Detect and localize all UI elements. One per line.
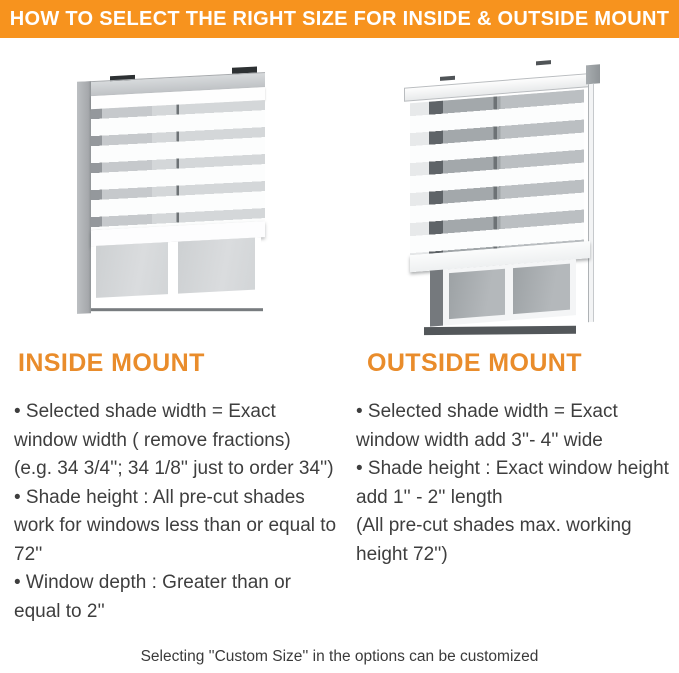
outside-mount-instructions <box>356 398 678 569</box>
glass-pane <box>96 242 168 298</box>
instruction-line: 72'' <box>14 543 43 565</box>
instruction-line: window width add 3''- 4'' wide <box>356 429 603 451</box>
shade-end-cap <box>586 64 600 84</box>
instruction-line: work for windows less than or equal to <box>14 515 337 536</box>
inside-mount-instructions <box>14 398 354 626</box>
outside-mount-title: OUTSIDE MOUNT <box>367 349 582 377</box>
instruction-line: • Window depth : Greater than or <box>14 572 292 593</box>
window-sill <box>91 306 263 311</box>
shade-fabric-stripes <box>91 100 265 230</box>
instruction-line: • Selected shade width = Exact <box>356 401 618 422</box>
glass-pane <box>449 269 505 319</box>
shade-fabric-stripes <box>410 90 584 256</box>
glass-pane <box>513 264 570 314</box>
shade-side-rail <box>588 84 594 322</box>
instruction-line: add 1'' - 2'' length <box>356 486 503 508</box>
outside-mount-illustration <box>404 58 600 340</box>
instruction-line: (e.g. 34 3/4''; 34 1/8'' just to order 34'') <box>14 458 334 479</box>
instruction-line: • Selected shade width = Exact <box>14 401 276 422</box>
window-sill <box>424 326 576 335</box>
glass-pane <box>178 238 255 294</box>
instruction-line: • Shade height : Exact window height <box>356 458 669 479</box>
instruction-line: height 72'') <box>356 543 448 565</box>
inside-mount-window <box>77 68 265 324</box>
footer-note: Selecting ''Custom Size'' in the options can be customized <box>140 648 539 665</box>
instruction-line: (All pre-cut shades max. working <box>356 515 632 536</box>
outside-mount-window <box>404 50 600 347</box>
window-glass-area <box>430 259 576 326</box>
instruction-line: window width ( remove fractions) <box>14 429 291 451</box>
inside-mount-title: INSIDE MOUNT <box>18 349 205 377</box>
header-bar <box>0 0 679 38</box>
zebra-shade <box>91 87 265 246</box>
instruction-line: equal to 2'' <box>14 600 105 622</box>
window-side-frame <box>430 270 443 327</box>
inside-mount-illustration <box>77 73 265 319</box>
mounting-bracket-icon <box>440 76 455 81</box>
page-title: HOW TO SELECT THE RIGHT SIZE FOR INSIDE & OUTSIDE MOUNT <box>9 7 670 30</box>
mounting-bracket-icon <box>536 60 551 65</box>
window-glass-area <box>91 237 261 306</box>
window-side-frame <box>77 81 91 314</box>
instruction-line: • Shade height : All pre-cut shades <box>14 486 305 508</box>
